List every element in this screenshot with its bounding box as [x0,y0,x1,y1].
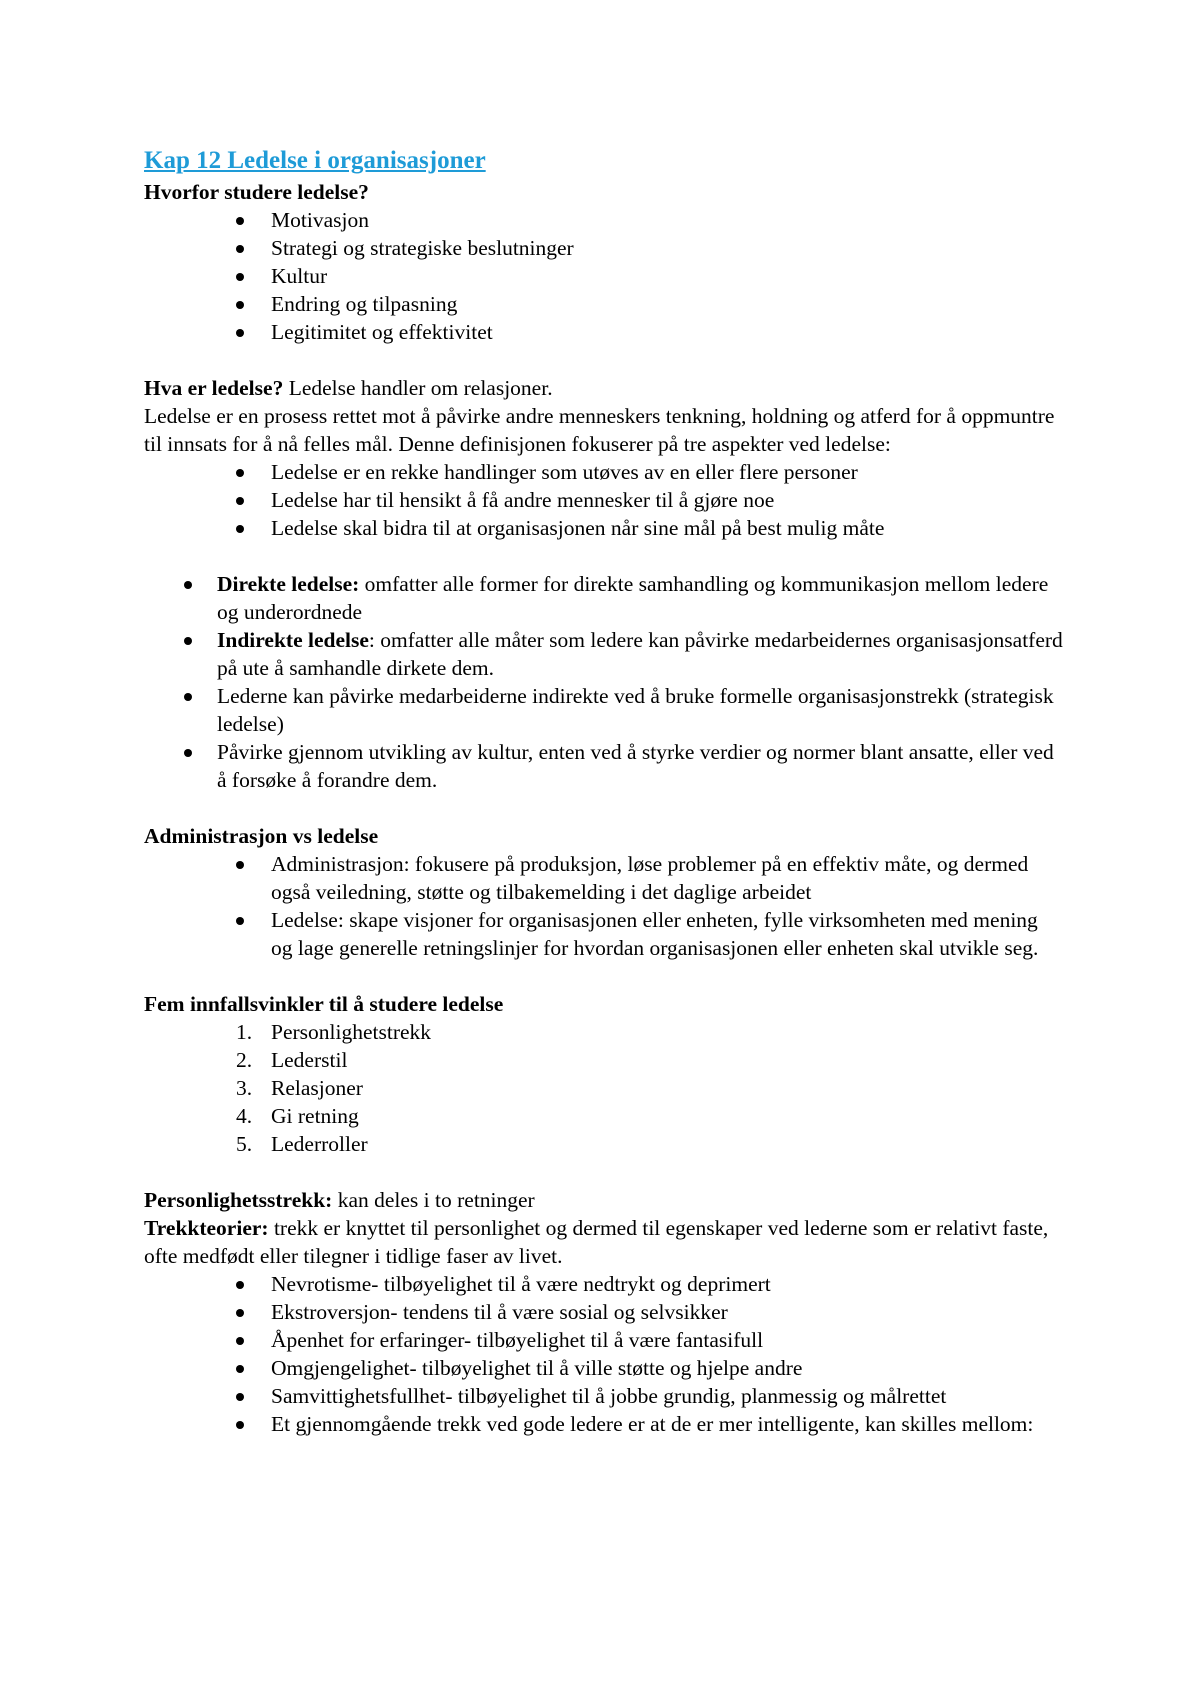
list-item [144,290,1064,318]
list-item-text: omfatter alle former for direkte samhandling og kommunikasjon mellom ledere og underordnede [217,572,1049,624]
bullet-icon [236,1337,244,1345]
list-item [144,570,1064,626]
spacer [144,962,1064,990]
list-item [144,1382,1064,1410]
bullet-icon [236,1393,244,1401]
spacer [144,346,1064,374]
person-list [144,1270,1064,1438]
spacer [144,794,1064,822]
bullet-icon [236,525,244,533]
heading-hva [144,374,1064,402]
heading-admin-text: Administrasjon vs ledelse [144,824,379,848]
heading-admin [144,822,1064,850]
list-item [144,1298,1064,1326]
list-item-text: Ekstroversjon- tendens til å være sosial og selvsikker [271,1300,728,1324]
admin-list [144,850,1064,962]
list-item [144,850,1064,906]
list-item-text: : omfatter alle måter som ledere kan påvirke medarbeidernes organisasjonsatferd på ute å samhandle dirkete dem. [217,628,1063,680]
list-item [144,262,1064,290]
bullet-icon [236,1309,244,1317]
bullet-icon [236,1365,244,1373]
document-page [144,146,1064,1438]
list-item-text: Ledelse: skape visjoner for organisasjonen eller enheten, fylle virksomheten med mening og lage generelle retningslinjer for hvordan organisasjonen eller enheten skal utvikle seg. [271,908,1039,960]
definition-paragraph: Ledelse er en prosess rettet mot å påvirke andre menneskers tenkning, holdning og atferd for å oppmuntre til innsats for å nå felles mål. Denne definisjonen fokuserer på tre aspekter ved ledelse: [144,404,1055,456]
list-item [144,1046,1064,1074]
bullet-icon [236,1281,244,1289]
list-item-text: Administrasjon: fokusere på produksjon, løse problemer på en effektiv måte, og dermed også veiledning, støtte og tilbakemelding i det daglige arbeidet [271,852,1029,904]
hva-list [144,458,1064,542]
list-number: 4. [236,1104,253,1128]
heading-hvorfor [144,178,1064,206]
list-item-text: Omgjengelighet- tilbøyelighet til å ville støtte og hjelpe andre [271,1356,803,1380]
list-item [144,458,1064,486]
list-item-text: Lederroller [271,1132,368,1156]
trekkteorier-paragraph [144,1214,1064,1270]
spacer [144,1158,1064,1186]
list-item [144,1326,1064,1354]
bullet-icon [236,273,244,281]
heading-person-rest: kan deles i to retninger [332,1188,535,1212]
bullet-icon [184,749,192,757]
list-item [144,1018,1064,1046]
bullet-icon [236,1421,244,1429]
list-item-text: Relasjoner [271,1076,363,1100]
heading-hva-rest: Ledelse handler om relasjoner. [283,376,553,400]
bullet-icon [236,329,244,337]
document-title[interactable]: Kap 12 Ledelse i organisasjoner [144,147,486,174]
list-item-text: Legitimitet og effektivitet [271,320,493,344]
list-item-text: Ledelse skal bidra til at organisasjonen når sine mål på best mulig måte [271,516,885,540]
fem-list [144,1018,1064,1158]
list-number: 5. [236,1132,253,1156]
list-item [144,1074,1064,1102]
heading-fem [144,990,1064,1018]
list-item [144,318,1064,346]
list-item [144,1130,1064,1158]
list-item [144,1102,1064,1130]
list-number: 3. [236,1076,253,1100]
list-item-text: Motivasjon [271,208,369,232]
bullet-icon [184,581,192,589]
list-item-text: Åpenhet for erfaringer- tilbøyelighet til å være fantasifull [271,1328,764,1352]
hvorfor-list [144,206,1064,346]
list-item-text: Gi retning [271,1104,359,1128]
list-item [144,486,1064,514]
bullet-icon [184,637,192,645]
list-item [144,738,1064,794]
bullet-icon [184,693,192,701]
list-number: 1. [236,1020,253,1044]
list-item-text: Lederne kan påvirke medarbeiderne indirekte ved å bruke formelle organisasjonstrekk (strategisk ledelse) [217,684,1054,736]
list-item [144,514,1064,542]
list-item-text: Kultur [271,264,328,288]
list-item-text: Personlighetstrekk [271,1020,432,1044]
list-item-bold: Indirekte ledelse [217,628,369,652]
list-item-text: Ledelse er en rekke handlinger som utøves av en eller flere personer [271,460,858,484]
trekkteorier-text: trekk er knyttet til personlighet og dermed til egenskaper ved lederne som er relativt faste, ofte medfødt eller tilegner i tidlige faser av livet. [144,1216,1049,1268]
list-item-text: Samvittighetsfullhet- tilbøyelighet til å jobbe grundig, planmessig og målrettet [271,1384,947,1408]
list-item-text: Lederstil [271,1048,348,1072]
trekkteorier-bold: Trekkteorier: [144,1216,269,1240]
list-item-text: Påvirke gjennom utvikling av kultur, enten ved å styrke verdier og normer blant ansatte, eller ved å forsøke å forandre dem. [217,740,1054,792]
list-item [144,1270,1064,1298]
bullet-icon [236,917,244,925]
bullet-icon [236,861,244,869]
list-item [144,682,1064,738]
heading-hva-text: Hva er ledelse? [144,376,284,400]
bullet-icon [236,245,244,253]
bullet-icon [236,301,244,309]
list-item-text: Nevrotisme- tilbøyelighet til å være nedtrykt og deprimert [271,1272,771,1296]
heading-person [144,1186,1064,1214]
list-item-text: Strategi og strategiske beslutninger [271,236,574,260]
list-item [144,906,1064,962]
heading-fem-text: Fem innfallsvinkler til å studere ledelse [144,992,504,1016]
bullet-icon [236,217,244,225]
heading-person-text: Personlighetsstrekk: [144,1188,333,1212]
spacer [144,542,1064,570]
list-item-bold: Direkte ledelse: [217,572,360,596]
list-item [144,626,1064,682]
list-item-text: Ledelse har til hensikt å få andre mennesker til å gjøre noe [271,488,775,512]
bullet-icon [236,497,244,505]
list-item-text: Endring og tilpasning [271,292,458,316]
list-item [144,1354,1064,1382]
list-item-text: Et gjennomgående trekk ved gode ledere er at de er mer intelligente, kan skilles mellom: [271,1412,1034,1436]
ledelse-typer-list [144,570,1064,794]
list-item [144,206,1064,234]
list-item [144,234,1064,262]
bullet-icon [236,469,244,477]
list-number: 2. [236,1048,253,1072]
heading-hvorfor-text: Hvorfor studere ledelse? [144,180,369,204]
list-item [144,1410,1064,1438]
